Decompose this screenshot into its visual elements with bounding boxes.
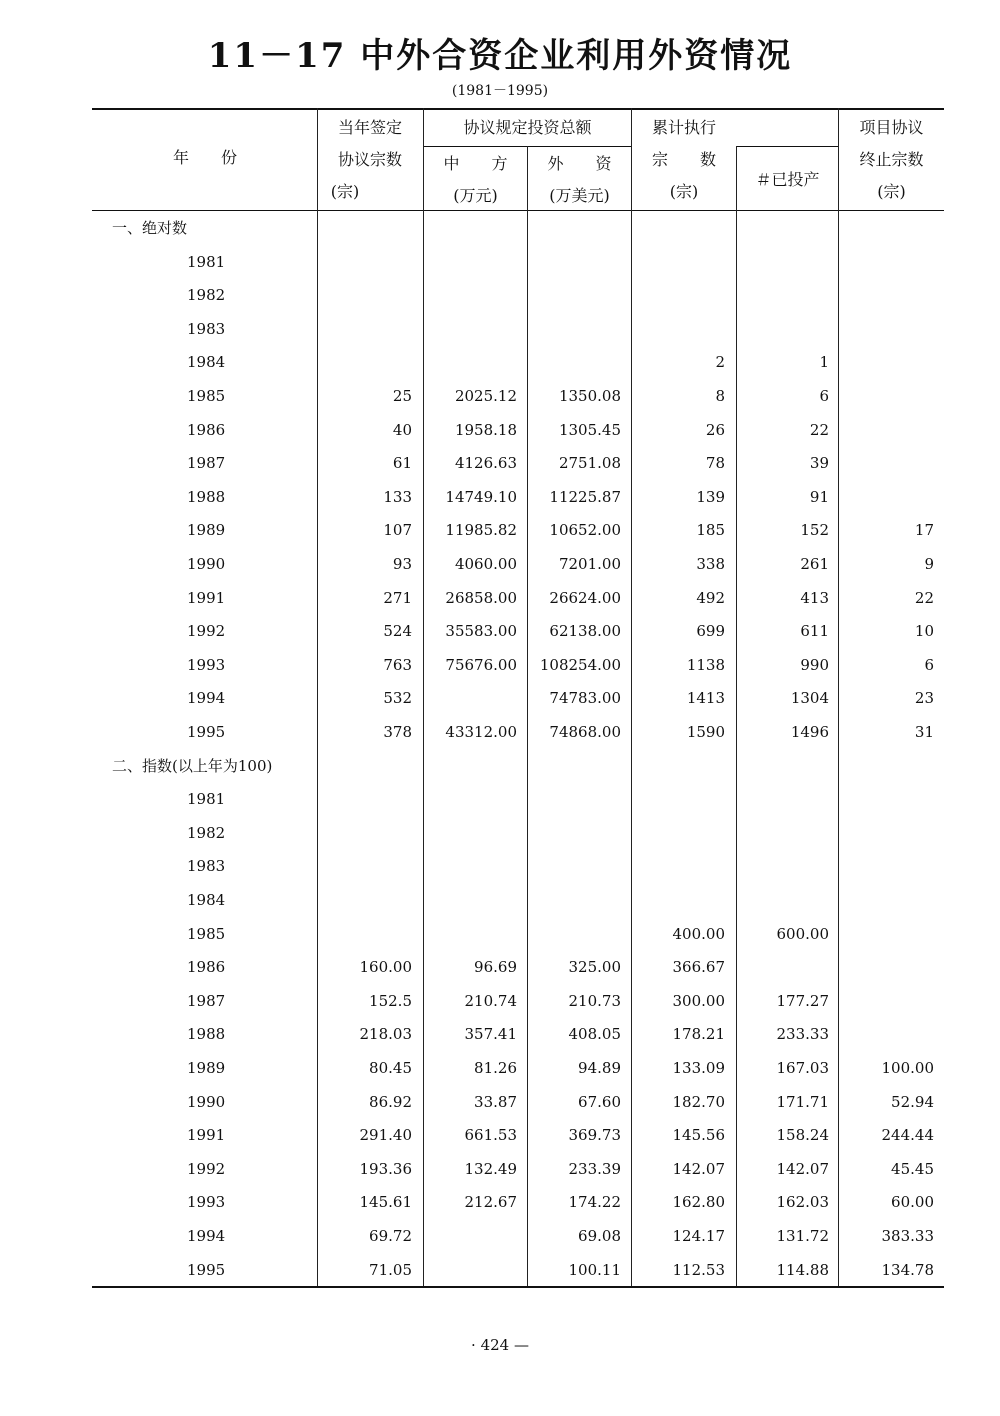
cell-cum xyxy=(632,823,725,843)
cell-cum xyxy=(632,890,725,910)
cell-foreign xyxy=(528,823,621,843)
cell-cum: 300.00 xyxy=(672,991,725,1010)
cell-operating xyxy=(737,319,829,339)
cell-domestic: 210.74 xyxy=(464,991,517,1010)
cell-operating: 162.03 xyxy=(776,1193,829,1212)
cell-foreign: 94.89 xyxy=(578,1059,621,1077)
cell-domestic: 33.87 xyxy=(474,1092,517,1111)
cell-cum xyxy=(632,319,725,339)
col-divider xyxy=(736,146,737,1286)
cell-signed: 152.5 xyxy=(369,991,412,1010)
page-title: 11－17 中外合资企业利用外资情况 xyxy=(207,36,793,76)
cell-cum xyxy=(632,252,725,272)
header-cum-exec: 累计执行 xyxy=(651,118,716,137)
cell-operating: 152 xyxy=(800,521,829,540)
table-top-rule xyxy=(92,108,944,110)
cell-domestic xyxy=(424,789,517,809)
cell-terminated xyxy=(839,924,934,944)
cell-foreign: 10652.00 xyxy=(549,521,621,540)
row-year: 1992 xyxy=(187,1159,226,1178)
cell-foreign: 210.73 xyxy=(568,991,621,1010)
row-year: 1984 xyxy=(187,891,226,909)
row-year: 1991 xyxy=(187,588,226,607)
cell-foreign xyxy=(528,856,621,876)
cell-domestic xyxy=(424,856,517,876)
col-divider xyxy=(527,146,528,1286)
cell-operating: 131.72 xyxy=(776,1227,829,1245)
cell-cum: 1138 xyxy=(686,655,725,674)
cell-terminated xyxy=(839,1024,934,1044)
cell-cum xyxy=(632,285,725,305)
cell-foreign xyxy=(528,890,621,910)
row-year: 1995 xyxy=(187,723,226,741)
cell-foreign xyxy=(528,285,621,305)
cell-operating: 114.88 xyxy=(776,1260,829,1279)
cell-signed: 524 xyxy=(383,622,412,641)
cell-domestic xyxy=(424,352,517,372)
cell-foreign xyxy=(528,789,621,809)
cell-foreign: 11225.87 xyxy=(549,487,621,506)
cell-operating xyxy=(737,856,829,876)
cell-domestic: 11985.82 xyxy=(445,521,517,540)
row-year: 1995 xyxy=(187,1260,226,1279)
cell-foreign: 233.39 xyxy=(568,1159,621,1178)
header-signed-unit: (宗) xyxy=(330,182,360,201)
cell-operating: 413 xyxy=(800,588,829,607)
cell-operating: 261 xyxy=(800,555,829,573)
row-year: 1982 xyxy=(187,823,226,842)
cell-domestic: 14749.10 xyxy=(445,487,517,506)
cell-terminated: 60.00 xyxy=(891,1193,934,1212)
cell-signed: 291.40 xyxy=(359,1126,412,1145)
header-terminated-unit: (宗) xyxy=(877,182,906,201)
cell-domestic: 96.69 xyxy=(474,958,517,977)
cell-cum: 182.70 xyxy=(672,1092,725,1111)
cell-operating: 1304 xyxy=(790,689,829,708)
header-foreign: 外 资 xyxy=(547,154,612,173)
cell-cum: 139 xyxy=(696,487,725,506)
cell-domestic: 26858.00 xyxy=(445,588,517,607)
cell-foreign: 108254.00 xyxy=(539,655,621,674)
cell-operating: 22 xyxy=(809,420,829,439)
cell-foreign: 408.05 xyxy=(568,1025,621,1044)
cell-operating: 167.03 xyxy=(776,1059,829,1077)
cell-foreign: 2751.08 xyxy=(558,454,621,473)
cell-cum xyxy=(632,789,725,809)
cell-cum: 1413 xyxy=(686,689,725,708)
cell-signed xyxy=(318,352,412,372)
header-invest-total: 协议规定投资总额 xyxy=(463,118,592,137)
cell-terminated xyxy=(839,319,934,339)
cell-signed: 61 xyxy=(392,454,412,473)
header-bottom-rule xyxy=(92,210,944,211)
cell-domestic xyxy=(424,924,517,944)
cell-terminated xyxy=(839,957,934,977)
row-year: 1984 xyxy=(187,353,226,372)
cell-cum xyxy=(632,856,725,876)
cell-domestic xyxy=(424,823,517,843)
cell-signed xyxy=(318,856,412,876)
header-year: 年 份 xyxy=(172,148,237,167)
header-domestic: 中 方 xyxy=(443,154,508,173)
cell-cum: 8 xyxy=(715,387,725,405)
row-year: 1987 xyxy=(187,454,226,473)
cell-foreign: 7201.00 xyxy=(558,555,621,573)
cell-signed: 133 xyxy=(383,487,412,506)
cell-operating: 142.07 xyxy=(776,1159,829,1178)
cell-operating: 6 xyxy=(819,387,829,405)
cell-cum: 142.07 xyxy=(672,1159,725,1178)
cell-terminated: 52.94 xyxy=(891,1092,934,1111)
cell-signed xyxy=(318,319,412,339)
cell-domestic: 75676.00 xyxy=(445,655,517,674)
cell-signed xyxy=(318,924,412,944)
cell-foreign: 62138.00 xyxy=(549,622,621,641)
header-foreign-unit: (万美元) xyxy=(549,186,610,205)
cell-foreign: 67.60 xyxy=(578,1092,621,1111)
cell-terminated xyxy=(839,991,934,1011)
cell-foreign: 74868.00 xyxy=(549,723,621,741)
cell-foreign xyxy=(528,319,621,339)
row-year: 1993 xyxy=(187,655,226,674)
cell-terminated xyxy=(839,823,934,843)
cell-foreign: 74783.00 xyxy=(549,689,621,708)
cell-foreign xyxy=(528,924,621,944)
row-year: 1987 xyxy=(187,991,226,1010)
header-domestic-unit: (万元) xyxy=(453,186,498,205)
cell-terminated: 45.45 xyxy=(891,1159,934,1178)
cell-operating: 1496 xyxy=(790,723,829,741)
cell-signed xyxy=(318,789,412,809)
cell-terminated: 17 xyxy=(914,521,934,540)
cell-domestic xyxy=(424,890,517,910)
row-year: 1993 xyxy=(187,1193,226,1212)
cell-signed: 763 xyxy=(383,655,412,674)
cell-signed: 160.00 xyxy=(359,958,412,977)
cell-operating: 177.27 xyxy=(776,991,829,1010)
cell-operating xyxy=(737,890,829,910)
cell-terminated: 10 xyxy=(914,622,934,641)
cell-signed xyxy=(318,252,412,272)
cell-foreign: 1305.45 xyxy=(558,420,621,439)
cell-domestic xyxy=(424,285,517,305)
cell-signed: 271 xyxy=(383,588,412,607)
cell-operating: 39 xyxy=(809,454,829,473)
cell-signed: 69.72 xyxy=(369,1227,412,1245)
section-label: 二、指数(以上年为100) xyxy=(112,756,273,775)
cell-domestic: 35583.00 xyxy=(445,622,517,641)
cell-domestic xyxy=(424,1226,517,1246)
cell-signed: 532 xyxy=(383,689,412,708)
cell-domestic: 4060.00 xyxy=(454,555,517,573)
cell-operating: 611 xyxy=(800,622,829,641)
cell-foreign xyxy=(528,352,621,372)
cell-foreign: 369.73 xyxy=(568,1126,621,1145)
cell-cum: 185 xyxy=(696,521,725,540)
cell-terminated xyxy=(839,285,934,305)
cell-domestic: 1958.18 xyxy=(454,420,517,439)
row-year: 1988 xyxy=(187,487,226,506)
cell-operating: 171.71 xyxy=(776,1092,829,1111)
cell-terminated: 134.78 xyxy=(881,1260,934,1279)
cell-operating: 600.00 xyxy=(776,924,829,943)
cell-terminated: 6 xyxy=(924,655,934,674)
cell-domestic: 357.41 xyxy=(464,1025,517,1044)
cell-cum: 145.56 xyxy=(672,1126,725,1145)
cell-domestic: 212.67 xyxy=(464,1193,517,1212)
header-cum-unit: (宗) xyxy=(669,182,699,201)
row-year: 1983 xyxy=(187,857,226,876)
cell-domestic xyxy=(424,319,517,339)
row-year: 1985 xyxy=(187,387,226,405)
cell-terminated xyxy=(839,386,934,406)
cell-cum: 366.67 xyxy=(672,958,725,977)
table-bottom-rule xyxy=(92,1286,944,1288)
cell-signed xyxy=(318,285,412,305)
cell-operating: 1 xyxy=(819,353,829,372)
cell-operating: 91 xyxy=(809,487,829,506)
cell-cum: 162.80 xyxy=(672,1193,725,1212)
cell-terminated: 244.44 xyxy=(881,1126,934,1145)
cell-signed: 378 xyxy=(383,723,412,741)
cell-terminated xyxy=(839,789,934,809)
cell-signed: 71.05 xyxy=(369,1260,412,1279)
cell-domestic xyxy=(424,252,517,272)
cell-cum: 124.17 xyxy=(672,1227,725,1245)
cell-signed: 145.61 xyxy=(359,1193,412,1212)
cell-cum: 400.00 xyxy=(672,924,725,943)
row-year: 1992 xyxy=(187,622,226,641)
cell-operating xyxy=(737,823,829,843)
row-year: 1981 xyxy=(187,252,226,271)
cell-domestic xyxy=(424,688,517,708)
row-year: 1990 xyxy=(187,1092,226,1111)
cell-operating xyxy=(737,252,829,272)
cell-terminated: 383.33 xyxy=(881,1227,934,1245)
cell-operating xyxy=(737,285,829,305)
page-subtitle: (1981－1995) xyxy=(451,83,549,99)
cell-terminated: 31 xyxy=(914,723,934,741)
cell-terminated: 9 xyxy=(924,555,934,573)
cell-signed: 25 xyxy=(392,387,412,405)
cell-domestic: 132.49 xyxy=(464,1159,517,1178)
cell-cum: 133.09 xyxy=(672,1059,725,1077)
row-year: 1994 xyxy=(187,689,226,708)
cell-operating: 158.24 xyxy=(776,1126,829,1145)
cell-foreign: 26624.00 xyxy=(549,588,621,607)
cell-cum: 78 xyxy=(705,454,725,473)
cell-foreign: 69.08 xyxy=(578,1227,621,1245)
cell-cum: 26 xyxy=(705,420,725,439)
cell-cum: 2 xyxy=(715,353,725,372)
cell-terminated: 100.00 xyxy=(881,1059,934,1077)
cell-signed: 93 xyxy=(392,555,412,573)
cell-signed xyxy=(318,890,412,910)
cell-terminated xyxy=(839,856,934,876)
cell-cum: 492 xyxy=(696,588,725,607)
cell-signed: 107 xyxy=(383,521,412,540)
header-cum-count: 宗 数 xyxy=(651,150,716,169)
cell-foreign xyxy=(528,252,621,272)
cell-operating xyxy=(737,957,829,977)
cell-signed: 80.45 xyxy=(369,1059,412,1077)
cell-cum: 112.53 xyxy=(672,1260,725,1279)
cell-signed: 193.36 xyxy=(359,1159,412,1178)
row-year: 1982 xyxy=(187,286,226,305)
row-year: 1981 xyxy=(187,790,226,809)
cell-domestic: 2025.12 xyxy=(454,387,517,405)
row-year: 1986 xyxy=(187,420,226,439)
cell-terminated xyxy=(839,252,934,272)
cell-domestic xyxy=(424,1260,517,1280)
row-year: 1990 xyxy=(187,555,226,573)
row-year: 1986 xyxy=(187,958,226,977)
cell-cum: 1590 xyxy=(686,723,725,741)
cell-cum: 178.21 xyxy=(672,1025,725,1044)
row-year: 1988 xyxy=(187,1025,226,1044)
header-signed-line1: 当年签定 xyxy=(337,118,402,137)
row-year: 1985 xyxy=(187,924,226,943)
cell-terminated xyxy=(839,453,934,473)
cell-foreign: 100.11 xyxy=(568,1260,621,1279)
header-terminated-line2: 终止宗数 xyxy=(859,150,924,169)
cell-foreign: 1350.08 xyxy=(558,387,621,405)
cell-cum: 338 xyxy=(696,555,725,573)
cell-domestic: 661.53 xyxy=(464,1126,517,1145)
cell-signed: 86.92 xyxy=(369,1092,412,1111)
cell-signed: 218.03 xyxy=(359,1025,412,1044)
row-year: 1991 xyxy=(187,1126,226,1145)
cell-signed: 40 xyxy=(392,420,412,439)
cell-terminated: 23 xyxy=(914,689,934,708)
cell-terminated xyxy=(839,420,934,440)
cum-subheader-rule xyxy=(736,146,838,147)
header-terminated-line1: 项目协议 xyxy=(859,118,924,137)
row-year: 1989 xyxy=(187,521,226,540)
row-year: 1983 xyxy=(187,319,226,338)
row-year: 1994 xyxy=(187,1227,226,1245)
header-signed-line2: 协议宗数 xyxy=(337,150,402,169)
cell-terminated: 22 xyxy=(914,588,934,607)
cell-foreign: 325.00 xyxy=(568,958,621,977)
cell-domestic: 4126.63 xyxy=(454,454,517,473)
cell-terminated xyxy=(839,890,934,910)
section-label: 一、绝对数 xyxy=(112,219,188,237)
cell-domestic: 81.26 xyxy=(474,1059,517,1077)
row-year: 1989 xyxy=(187,1059,226,1077)
cell-signed xyxy=(318,823,412,843)
cell-terminated xyxy=(839,352,934,372)
cell-terminated xyxy=(839,487,934,507)
cell-operating: 233.33 xyxy=(776,1025,829,1044)
cell-operating xyxy=(737,789,829,809)
cell-foreign: 174.22 xyxy=(568,1193,621,1212)
cell-operating: 990 xyxy=(800,655,829,674)
header-in-operation: ＃已投产 xyxy=(755,170,820,189)
page-number: · 424 — xyxy=(471,1336,529,1354)
cell-cum: 699 xyxy=(696,622,725,641)
cell-domestic: 43312.00 xyxy=(445,723,517,741)
